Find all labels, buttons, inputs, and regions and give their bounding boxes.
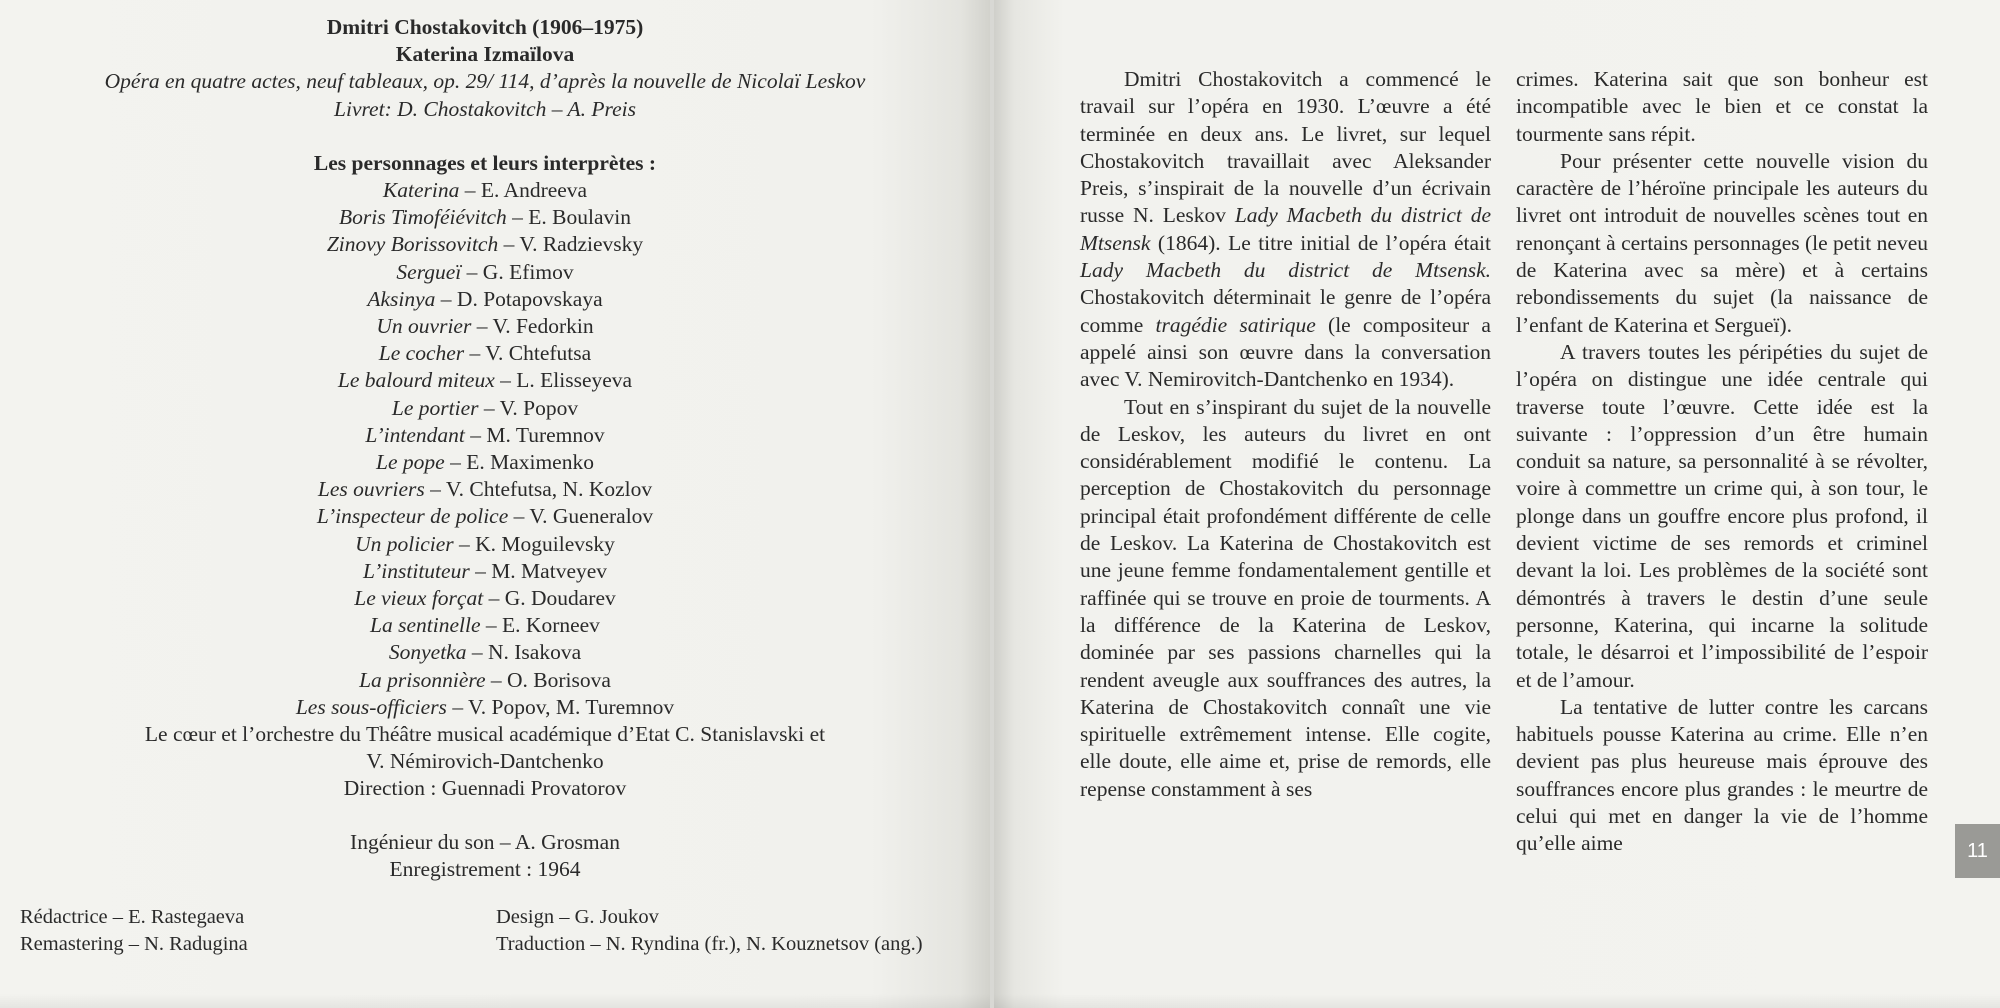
role-name: Le vieux forçat <box>354 586 484 611</box>
composer-heading: Dmitri Chostakovitch (1906–1975) <box>326 15 644 39</box>
performer-name: – E. Boulavin <box>506 205 632 230</box>
role-name: Boris Timoféiévitch <box>338 205 507 230</box>
orchestra-line-1: Le cœur et l’orchestre du Théâtre musical académique d’Etat C. Stanislavski et <box>144 722 826 747</box>
text-run: (1864). Le titre initial de l’opéra était <box>1150 230 1491 255</box>
paragraph: crimes. Katerina sait que son bonheur est incompatible avec le bien et ce constat la tourmente sans répit. <box>1516 67 1928 146</box>
role-name: Le balourd miteux <box>337 368 495 393</box>
work-title: Lady Macbeth du district de Mtsensk <box>1080 203 1491 255</box>
cast-entry <box>30 395 940 422</box>
cast-entry <box>30 558 940 585</box>
text-column-1 <box>1080 66 1491 803</box>
recording-year: Enregistrement : 1964 <box>389 856 581 881</box>
performer-name: – E. Maximenko <box>444 450 594 475</box>
performer-name: – G. Doudarev <box>483 586 616 611</box>
credits-block <box>30 14 940 883</box>
paragraph: A travers toutes les péripéties du sujet de l’opéra on distingue une idée centrale qui traverse toute l’œuvre. Cette idée est la suivante : l’oppression d’un être humain conduit sa nature, sa personnalité à se révolter, voire à commettre un crime qui, à son tour, le plonge dans un gouffre encore plus profond, il devient victime de ses remords et criminel devant la loi. Les problèmes de la société sont démontrés à travers le destin d’une seule personne, Katerina, qui incarne la solitude totale, le désarroi et l’impossibilité de l’espoir et de l’amour. <box>1516 339 1928 692</box>
role-name: Un ouvrier <box>376 314 472 339</box>
performer-name: – E. Korneev <box>480 613 600 638</box>
cast-entry <box>30 476 940 503</box>
left-page <box>0 0 990 1008</box>
role-name: Le cocher <box>378 341 465 366</box>
cast-entry <box>30 259 940 286</box>
paragraph: La tentative de lutter contre les carcans habituels pousse Katerina au crime. Elle n’en devient pas plus heureuse mais éprouve des souffrances encore plus grandes : le meurtre de celui qui met en danger la vie de l’homme qu’elle aime <box>1516 694 1928 856</box>
performer-name: – N. Isakova <box>466 640 582 665</box>
role-name: Le portier <box>391 395 479 420</box>
paragraph: Pour présenter cette nouvelle vision du caractère de l’héroïne principale les auteurs du livret ont introduit de nouvelles scènes tout en renonçant à certains personnages (le petit neveu de Katerina avec sa mère) et à certains rebondissements du sujet (la naissance de l’enfant de Katerina et Sergueï). <box>1516 148 1928 337</box>
performer-name: – K. Moguilevsky <box>453 531 615 556</box>
editor-credit: Rédactrice – E. Rastegaeva <box>20 906 245 928</box>
cast-entry <box>30 367 940 394</box>
performer-name: – V. Popov, M. Turemnov <box>446 694 675 719</box>
performer-name: – M. Turemnov <box>464 422 605 447</box>
role-name: Katerina <box>382 178 460 203</box>
performer-name: – G. Efimov <box>461 259 574 284</box>
cast-entry <box>30 231 940 258</box>
cast-entry <box>30 531 940 558</box>
footer-credits-right <box>496 904 923 958</box>
role-name: Les ouvriers <box>317 477 425 502</box>
text-run: Dmitri Chostakovitch a commencé le travail sur l’opéra en 1930. L’œuvre a été terminée en deux ans. Le livret, sur lequel Chostakovitch travaillait avec Aleksander Preis, s’inspirait de la nouvelle d’un écrivain russe N. Leskov <box>1080 67 1491 228</box>
footer-credits-left <box>20 904 248 958</box>
orchestra-line-2: V. Némirovich-Dantchenko <box>366 749 604 774</box>
role-name: L’intendant <box>365 422 465 447</box>
cast-entry <box>30 449 940 476</box>
performer-name: – V. Radzievsky <box>498 232 644 257</box>
performer-name: – D. Potapovskaya <box>435 286 603 311</box>
role-name: Sergueï <box>396 259 462 284</box>
performer-name: – V. Gueneralov <box>508 504 654 529</box>
sound-engineer-credit: Ingénieur du son – A. Grosman <box>350 829 620 854</box>
performer-name: – V. Fedorkin <box>471 314 594 339</box>
cast-entry <box>30 422 940 449</box>
cast-entry <box>30 667 940 694</box>
paragraph <box>1080 66 1491 394</box>
cast-entry <box>30 639 940 666</box>
cast-entry <box>30 313 940 340</box>
libretto-credit: Livret: D. Chostakovitch – A. Preis <box>334 96 636 121</box>
text-run: Chostakovitch déterminait le genre de l’opéra comme <box>1080 285 1491 337</box>
performer-name: – L. Elisseyeva <box>494 368 633 393</box>
page-number: 11 <box>1955 824 2000 878</box>
performer-name: – V. Popov <box>478 395 579 420</box>
cast-entry <box>30 694 940 721</box>
opera-subtitle: Opéra en quatre actes, neuf tableaux, op. 29/ 114, d’après la nouvelle de Nicolaï Leskov <box>104 69 866 94</box>
performer-name: – O. Borisova <box>485 667 611 692</box>
performer-name: – M. Matveyev <box>469 558 608 583</box>
role-name: La prisonnière <box>359 667 486 692</box>
opera-title: Katerina Izmaïlova <box>395 42 575 67</box>
role-name: Aksinya <box>367 286 436 311</box>
performer-name: – E. Andreeva <box>459 178 588 203</box>
translation-credit: Traduction – N. Ryndina (fr.), N. Kouznetsov (ang.) <box>496 933 923 955</box>
paragraph: Tout en s’inspirant du sujet de la nouvelle de Leskov, les auteurs du livret en ont considérablement modifié le contenu. La perception de Chostakovitch du personnage principal était profondément différente de celle de Leskov. La Katerina de Chostakovitch est une jeune femme fondamentalement gentille et raffinée qui se trouve en proie de tourments. A la différence de la Katerina de Leskov, dominée par ses passions charnelles qui la rendent aveugle aux souffrances des autres, la Katerina de Chostakovitch connaît une vie spirituelle extrêmement intense. Elle cogite, elle doute, elle aime et, prise de remords, elle repense constamment à ses <box>1080 394 1491 801</box>
performer-name: – V. Chtefutsa <box>464 341 592 366</box>
cast-entry <box>30 585 940 612</box>
cast-entry <box>30 612 940 639</box>
role-name: Les sous-officiers <box>295 694 447 719</box>
remastering-credit: Remastering – N. Radugina <box>20 933 248 955</box>
role-name: Zinovy Borissovitch <box>326 232 499 257</box>
role-name: Le pope <box>376 450 445 475</box>
design-credit: Design – G. Joukov <box>496 906 659 928</box>
cast-entry <box>30 177 940 204</box>
cast-heading: Les personnages et leurs interprètes : <box>313 150 657 175</box>
text-column-2 <box>1516 66 1928 858</box>
role-name: L’inspecteur de police <box>316 504 509 529</box>
role-name: L’instituteur <box>362 558 470 583</box>
cast-entry <box>30 340 940 367</box>
cast-entry <box>30 503 940 530</box>
text-run: (le compositeur a appelé ainsi son œuvre dans la conversation avec V. Nemirovitch-Dantchenko en 1934). <box>1080 312 1491 392</box>
cast-entry <box>30 286 940 313</box>
cast-entry <box>30 204 940 231</box>
work-title: Lady Macbeth du district de Mtsensk. <box>1080 258 1491 283</box>
genre-term: tragédie satirique <box>1155 312 1316 337</box>
direction-credit: Direction : Guennadi Provatorov <box>343 776 627 801</box>
role-name: La sentinelle <box>370 613 481 638</box>
cast-list <box>30 177 940 721</box>
role-name: Sonyetka <box>388 640 467 665</box>
role-name: Un policier <box>355 531 454 556</box>
performer-name: – V. Chtefutsa, N. Kozlov <box>424 477 653 502</box>
